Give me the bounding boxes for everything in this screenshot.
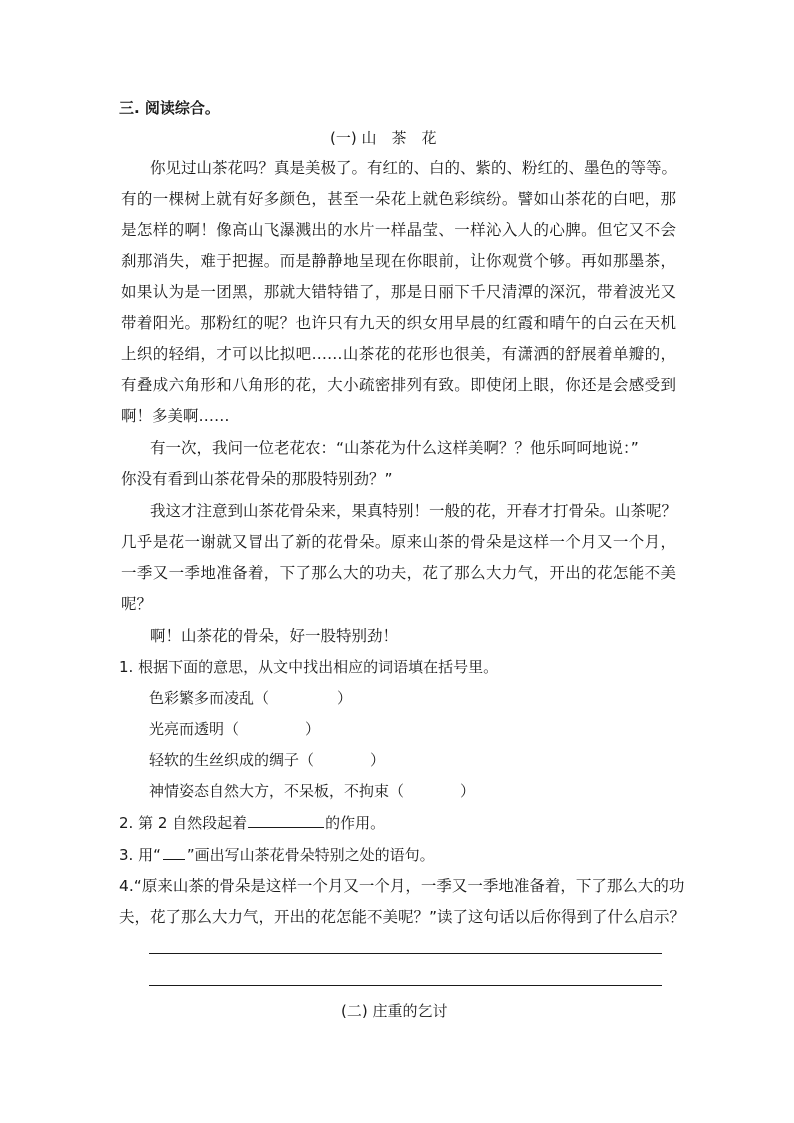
question-1-item [149, 719, 320, 739]
question-1-item-text: 轻软的生丝织成的绸子（ [149, 751, 315, 769]
question-3 [119, 845, 435, 865]
passage-line: 上织的轻绢，才可以比拟吧……山茶花的花形也很美，有潇洒的舒展着单瓣的， [121, 345, 676, 363]
passage-2-title: (二) 庄重的乞讨 [341, 1002, 448, 1020]
question-1: 1. 根据下面的意思，从文中找出相应的词语填在括号里。 [119, 658, 499, 676]
section-title: 三. 阅读综合。 [119, 99, 220, 117]
answer-line[interactable] [149, 953, 662, 954]
passage-line: 几乎是花一谢就又冒出了新的花骨朵。原来山茶的骨朵是这样一个月又一个月， [121, 533, 676, 551]
question-3-suffix: ”画出写山茶花骨朵特别之处的语句。 [186, 846, 435, 864]
passage-title: (一) 山 茶 花 [330, 129, 437, 147]
passage-line: 啊！山茶花的骨朵，好一股特别劲！ [150, 627, 399, 645]
passage-line: 一季又一季地准备着，下了那么大的功夫，花了那么大力气，开出的花怎能不美 [121, 564, 676, 582]
passage-line: 你见过山茶花吗？真是美极了。有红的、白的、紫的、粉红的、墨色的等等。 [150, 159, 678, 177]
close-paren: ） [337, 689, 353, 707]
question-4-line: 夫，花了那么大力气，开出的花怎能不美呢？”读了这句话以后你得到了什么启示？ [119, 908, 686, 926]
passage-line: 是怎样的啊！像高山飞瀑溅出的水片一样晶莹、一样沁入人的心脾。但它又不会 [121, 221, 676, 239]
close-paren: ） [370, 751, 386, 769]
question-1-item [149, 688, 352, 708]
passage-line: 我这才注意到山茶花骨朵来，果真特别！一般的花，开春才打骨朵。山茶呢？ [150, 502, 678, 520]
passage-line: 呢？ [121, 595, 153, 613]
question-2-suffix: 的作用。 [325, 814, 386, 832]
answer-blank[interactable] [248, 813, 324, 828]
question-2-prefix: 2. 第 2 自然段起着 [119, 814, 248, 832]
question-1-item-text: 色彩繁多而凌乱（ [149, 689, 270, 707]
answer-line[interactable] [149, 985, 662, 986]
question-1-item-text: 光亮而透明（ [149, 720, 240, 738]
passage-line: 啊！多美啊…… [121, 407, 230, 425]
passage-line: 有的一棵树上就有好多颜色，甚至一朵花上就色彩缤纷。譬如山茶花的白吧，那 [121, 190, 676, 208]
underline-sample [163, 847, 185, 860]
question-3-prefix: 3. 用“ [119, 846, 161, 864]
question-4-line: 4.“原来山茶的骨朵是这样一个月又一个月，一季又一季地准备着，下了那么大的功 [119, 877, 685, 895]
question-2 [119, 813, 385, 833]
passage-line: 带着阳光。那粉红的呢？也许只有九天的织女用早晨的红霞和晴午的白云在天机 [121, 314, 676, 332]
passage-line: 你没有看到山茶花骨朵的那股特别劲？” [121, 470, 393, 488]
passage-line: 刹那消失，难于把握。而是静静地呈现在你眼前，让你观赏个够。再如那墨茶， [121, 252, 676, 270]
passage-line: 有叠成六角形和八角形的花，大小疏密排列有致。即使闭上眼，你还是会感受到 [121, 376, 676, 394]
question-1-item-text: 神情姿态自然大方，不呆板，不拘束（ [149, 782, 405, 800]
question-1-item [149, 781, 475, 801]
passage-line: 如果认为是一团黑，那就大错特错了，那是日丽下千尺清潭的深沉，带着波光又 [121, 283, 676, 301]
close-paren: ） [460, 782, 476, 800]
question-1-item [149, 750, 385, 770]
passage-line: 有一次，我问一位老花农：“山茶花为什么这样美啊？？他乐呵呵地说：” [150, 439, 639, 457]
close-paren: ） [305, 720, 321, 738]
